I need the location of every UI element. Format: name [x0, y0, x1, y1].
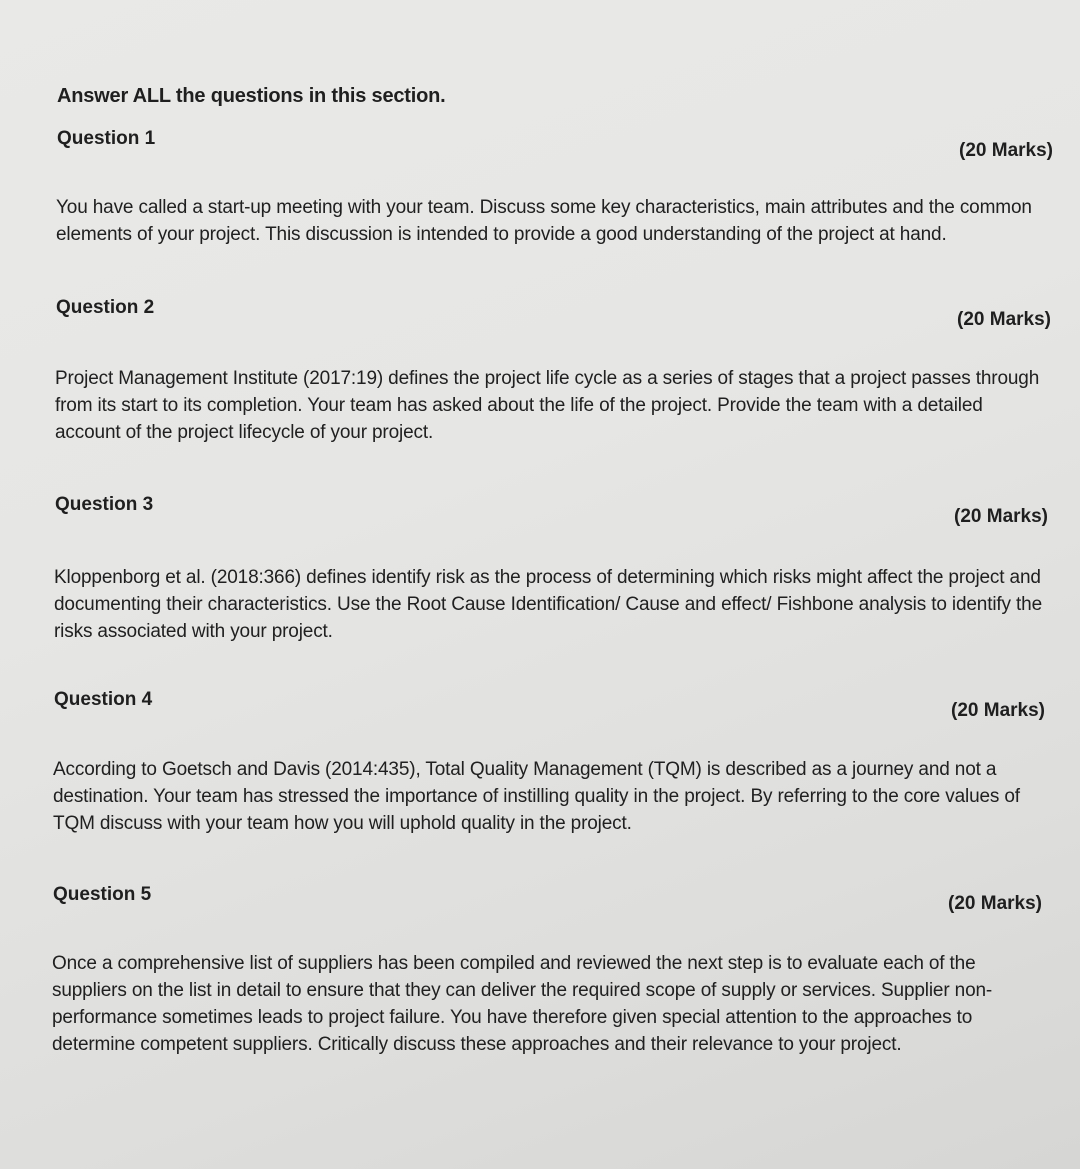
- question-title: Question 3: [55, 494, 154, 515]
- section-instruction: Answer ALL the questions in this section.: [57, 85, 446, 107]
- question-text: According to Goetsch and Davis (2014:435), Total Quality Management (TQM) is described as a journey and not a destination. Your team has stressed the importance of instilling quality in the project. By referring to the core values of TQM discuss with your team how you will uphold quality in the project.: [53, 759, 1020, 834]
- question-marks: (20 Marks): [959, 140, 1053, 161]
- question-text: Once a comprehensive list of suppliers has been compiled and reviewed the next step is to evaluate each of the suppliers on the list in detail to ensure that they can deliver the required scope of supply or services. Supplier non-performance sometimes leads to project failure. You have therefore given special attention to the approaches to determine competent suppliers. Critically discuss these approaches and their relevance to your project.: [52, 953, 993, 1055]
- question-title: Question 4: [54, 689, 153, 710]
- question-marks: (20 Marks): [957, 309, 1051, 330]
- question-title: Question 5: [53, 884, 152, 905]
- question-text: Kloppenborg et al. (2018:366) defines identify risk as the process of determining which risks might affect the project and documenting their characteristics. Use the Root Cause Identification/ Cause and effect/ Fishbone analysis to identify the risks associated with your project.: [54, 567, 1042, 642]
- question-marks: (20 Marks): [951, 700, 1045, 721]
- question-title: Question 2: [56, 297, 155, 318]
- question-text: You have called a start-up meeting with your team. Discuss some key characteristics, main attributes and the common elements of your project. This discussion is intended to provide a good understanding of the project at hand.: [56, 197, 1032, 245]
- question-title: Question 1: [57, 128, 156, 149]
- question-marks: (20 Marks): [954, 506, 1048, 527]
- question-marks: (20 Marks): [948, 893, 1042, 914]
- question-text: Project Management Institute (2017:19) defines the project life cycle as a series of stages that a project passes through from its start to its completion. Your team has asked about the life of the project. Provide the team with a detailed account of the project lifecycle of your project.: [55, 368, 1040, 443]
